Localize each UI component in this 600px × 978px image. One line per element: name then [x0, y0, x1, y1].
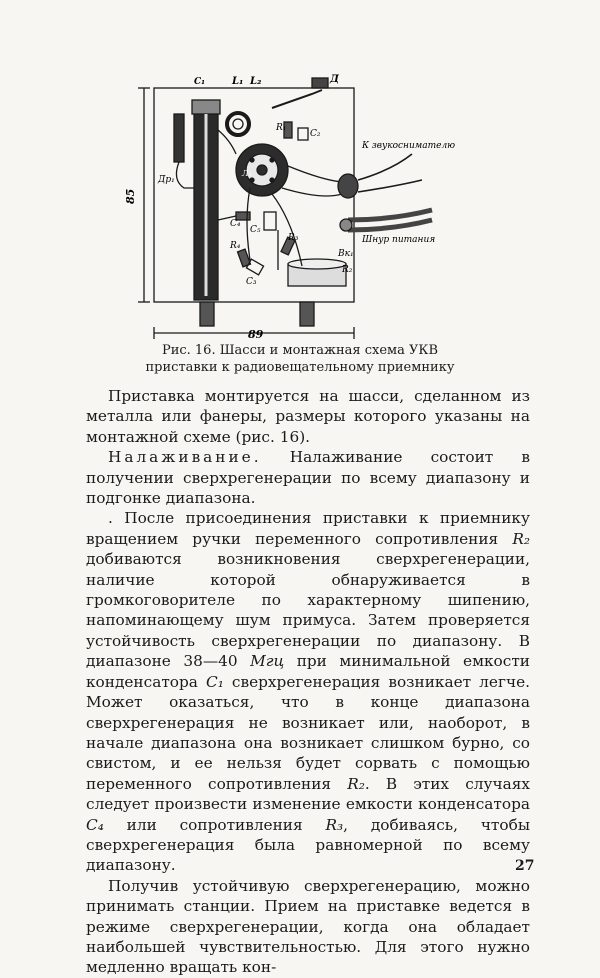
power-cord [348, 210, 432, 220]
label-c5: C₅ [250, 225, 261, 235]
label-c3: C₃ [246, 277, 257, 287]
label-c2: C₂ [310, 129, 321, 139]
figure-caption [120, 342, 480, 376]
label-power-cord: Шнур питания [362, 235, 436, 245]
label-r1: R₁ [276, 123, 287, 133]
symbol-c1: C₁ [205, 672, 224, 691]
symbol-c4: C₄ [86, 815, 104, 834]
choke-dr1 [174, 114, 184, 162]
label-c1: C₁ [194, 77, 206, 87]
paragraph-3-part-g: , добиваясь, чтобы сверхрегенерация была равномерной по всему диапазону. [86, 815, 530, 875]
switch-d [272, 90, 322, 108]
label-r3: R₃ [288, 233, 299, 243]
label-r2: R₂ [342, 265, 353, 275]
chassis-wiring-diagram [112, 70, 462, 342]
grommet-pickup [338, 174, 358, 198]
page-number: 27 [515, 858, 535, 874]
label-pickup: К звукоснимателю [362, 141, 456, 151]
label-dr1: Др₁ [158, 175, 175, 185]
symbol-r2-second: R₂ [347, 774, 365, 793]
symbol-r3: R₃ [325, 815, 344, 834]
label-l1: L₁ [232, 76, 244, 87]
paragraph-2-text: Налаживание состоит в получении сверхрегенерации по всему диапазону и подгонке диапазона. [86, 448, 530, 508]
paragraph-3-part-d: сверхрегенерация возникает легче. Может оказаться, что в конце диапазона сверхрегенерация не возникает или, наоборот, в начале диапазона она возникает слишком бурно, со свистом, и ее нельзя будет сорвать с помощью переменного сопротивления [86, 672, 530, 793]
paragraph-3-part-e: . В этих случаях следует произвести изменение емкости конденсатора [86, 774, 530, 814]
paragraph-3 [86, 508, 530, 875]
caption-line-1: Рис. 16. Шасси и монтажная схема УКВ [161, 343, 439, 358]
paragraph-3-part-a: . После присоединения приставки к приемнику вращением ручки переменного сопротивления [86, 509, 530, 548]
symbol-r2: R₂ [512, 529, 530, 548]
symbol-mhz: Мгц [250, 652, 285, 671]
mounting-screw-right [300, 302, 314, 326]
section-heading-nalazhivanie: Налаживание. [108, 448, 262, 467]
paragraph-2 [86, 447, 530, 508]
paragraph-3-part-f: или сопротивления [103, 815, 326, 834]
paragraph-3-part-b: добиваются возникновения сверхрегенерации, наличие которой обнаруживается в громкоговорителе по характерному шипению, напоминающему шум примуса. Затем проверяется устойчивость сверхрегенерации по диапазону. В диапазоне 38—40 [86, 550, 530, 671]
paragraph-1: Приставка монтируется на шасси, сделанном из металла или фанеры, размеры которого указаны на монтажной схеме (рис. 16). [86, 387, 530, 446]
coil-l1-l2 [227, 113, 249, 135]
label-l2: L₂ [250, 76, 262, 87]
paragraph-3-part-c: при минимальной емкости конденсатора [86, 652, 530, 691]
height-dimension-value: 85 [124, 188, 137, 204]
mounting-screw-left [200, 302, 214, 326]
label-c4: C₄ [230, 219, 241, 229]
label-r4: R₄ [230, 241, 241, 251]
capacitor-c2 [298, 128, 308, 140]
label-vk1: Вк₁ [338, 249, 354, 259]
caption-line-2: приставки к радиовещательному приемнику [145, 360, 455, 375]
width-dimension-value: 89 [248, 328, 264, 341]
body-text [86, 386, 530, 978]
paragraph-4: Получив устойчивую сверхрегенерацию, можно принимать станции. Прием на приставке ведется в режиме сверхрегенерации, когда она обладает наибольшей чувствительностью. Для этого нужно медленно вращать кон- [86, 876, 530, 977]
label-d: Д [330, 74, 339, 85]
label-l3: Л₁ [242, 169, 252, 178]
capacitor-c5 [264, 212, 276, 230]
